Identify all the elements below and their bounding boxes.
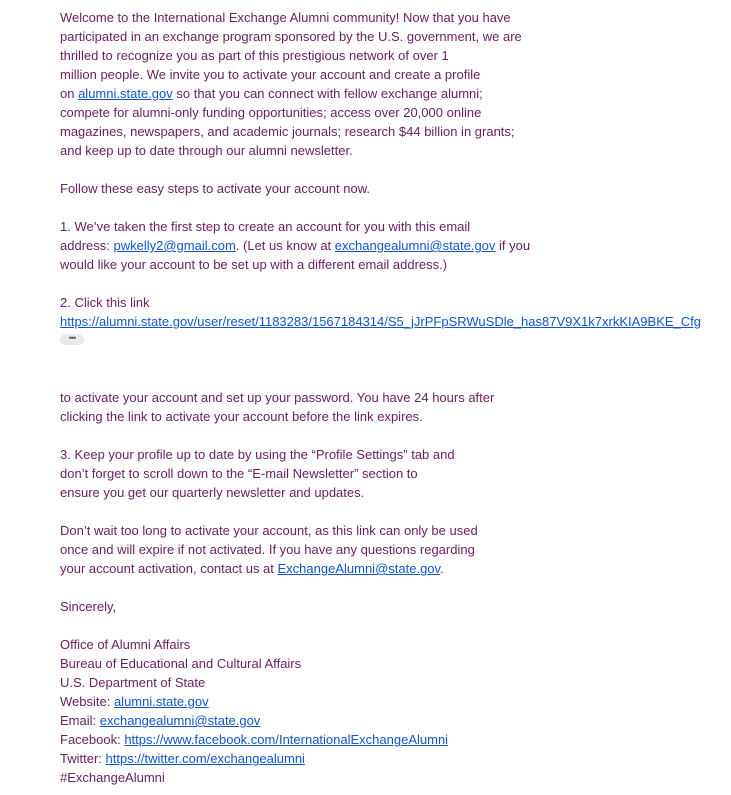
signature-facebook [60,730,701,749]
text: on [60,86,79,101]
signature-email [60,711,701,730]
activation-link[interactable]: https://alumni.state.gov/user/reset/1183283/1567184314/S5_jJrPFpSRWuSDle_has87V9X1k7xrkKIA9BKE_Cfg [60,314,701,329]
text-line [60,84,701,103]
text: . (Let us know at [235,238,335,253]
text-line: 3. Keep your profile up to date by using the “Profile Settings” tab and [60,447,455,462]
text-line: compete for alumni-only funding opportunities; access over 20,000 online [60,105,482,120]
signature-twitter [60,749,701,768]
email-link[interactable]: exchangealumni@state.gov [99,713,261,728]
hashtag: #ExchangeAlumni [60,770,165,785]
text: address: [60,238,114,253]
text-line: don’t forget to scroll down to the “E-mail Newsletter” section to [60,466,418,481]
text-line: participated in an exchange program sponsored by the U.S. government, we are [60,29,522,44]
text-line: ensure you get our quarterly newsletter and updates. [60,485,365,500]
user-email-link[interactable]: pwkelly2@gmail.com [113,238,236,253]
signature-office: Office of Alumni Affairs [60,637,191,652]
text-line: would like your account to be set up with a different email address.) [60,257,448,272]
closing: Sincerely, [60,599,117,614]
alumni-site-link[interactable]: alumni.state.gov [78,86,173,101]
text-line: once and will expire if not activated. If you have any questions regarding [60,542,475,557]
label: Facebook: [60,732,125,747]
text-line: 1. We’ve taken the first step to create an account for you with this email [60,219,471,234]
text-line: Don’t wait too long to activate your account, as this link can only be used [60,523,478,538]
text: . [440,561,444,576]
text-line: 2. Click this link [60,295,150,310]
twitter-link[interactable]: https://twitter.com/exchangealumni [105,751,305,766]
label: Twitter: [60,751,106,766]
signature-website [60,692,701,711]
support-email-link[interactable]: ExchangeAlumni@state.gov [277,561,441,576]
show-trimmed-content-button[interactable]: ••• [60,334,84,345]
facebook-link[interactable]: https://www.facebook.com/InternationalExchangeAlumni [124,732,449,747]
text-line: thrilled to recognize you as part of this prestigious network of over 1 [60,48,449,63]
label: Email: [60,713,100,728]
text-line: and keep up to date through our alumni newsletter. [60,143,353,158]
label: Website: [60,694,114,709]
text-line [60,559,701,578]
text-line [60,236,701,255]
signature-dept: U.S. Department of State [60,675,206,690]
text-line: magazines, newspapers, and academic journals; research $44 billion in grants; [60,124,515,139]
text: if you [495,238,531,253]
text-line: clicking the link to activate your account before the link expires. [60,409,423,424]
trimmed-content [60,331,701,388]
website-link[interactable]: alumni.state.gov [113,694,209,709]
text-line: million people. We invite you to activate your account and create a profile [60,67,481,82]
text-line: to activate your account and set up your password. You have 24 hours after [60,390,495,405]
text-line: Welcome to the International Exchange Alumni community! Now that you have [60,10,511,25]
text-line [60,312,701,331]
text: your account activation, contact us at [60,561,278,576]
email-body [60,8,701,787]
text: so that you can connect with fellow exchange alumni; [172,86,483,101]
follow-text: Follow these easy steps to activate your account now. [60,181,371,196]
signature-bureau: Bureau of Educational and Cultural Affairs [60,656,302,671]
contact-email-link[interactable]: exchangealumni@state.gov [334,238,496,253]
